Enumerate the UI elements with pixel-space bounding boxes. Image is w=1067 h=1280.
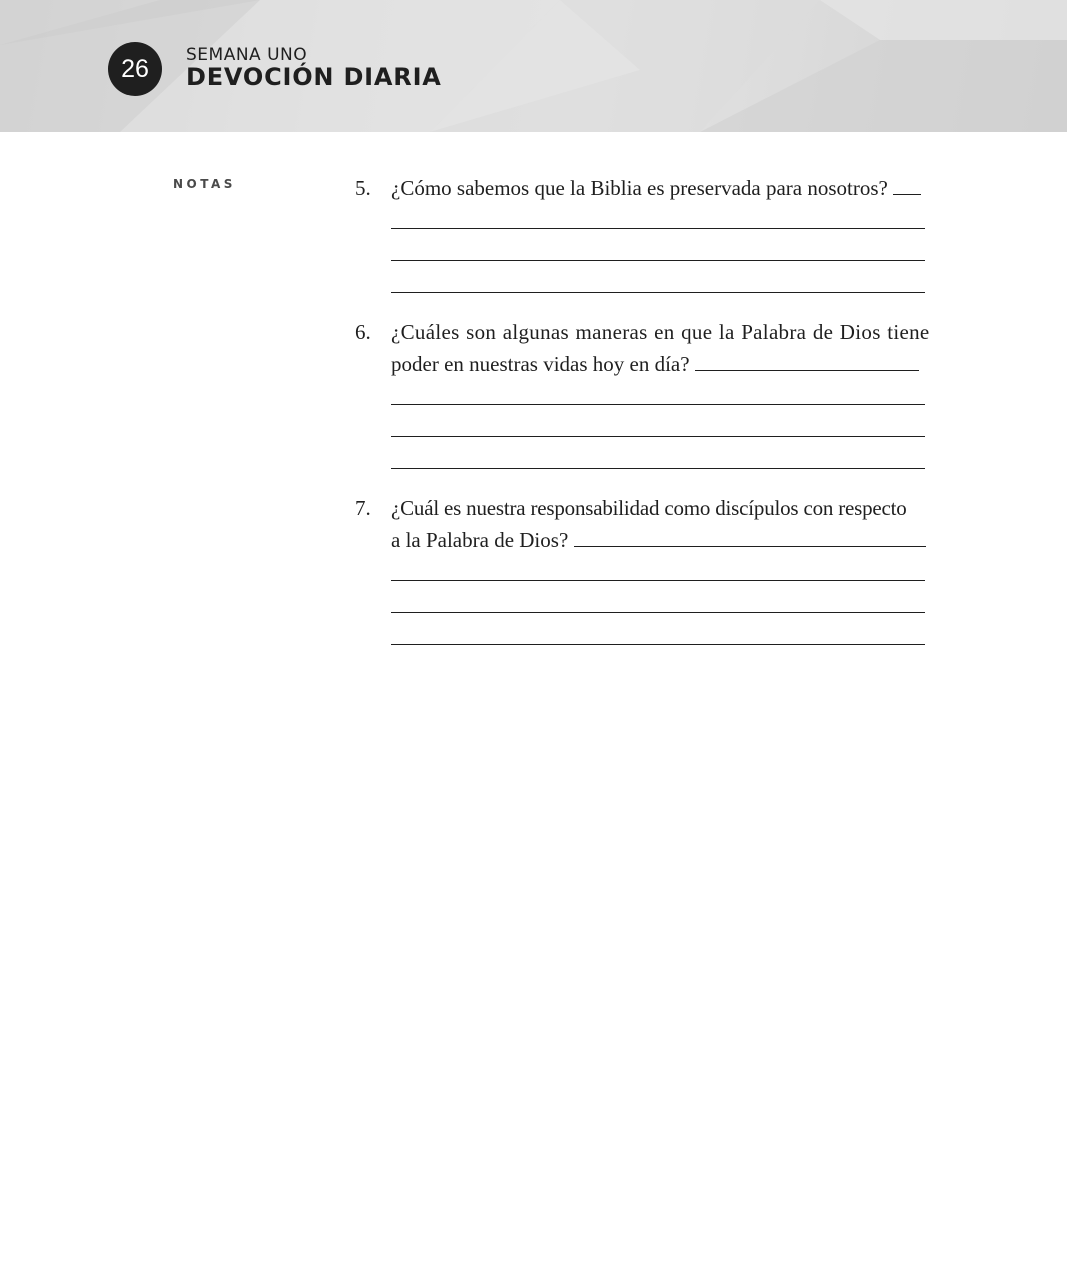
question-text [391,172,925,204]
answer-line [391,644,925,645]
question-6-line-2: poder en nuestras vidas hoy en día? [391,352,690,376]
answer-line [391,436,925,437]
answer-line [391,292,925,293]
question-number: 6. [355,320,371,344]
question-6-line-1: ¿Cuáles son algunas maneras en que la Palabra de Dios tiene [391,320,930,344]
answer-line [391,468,925,469]
question-7-line-2: a la Palabra de Dios? [391,528,569,552]
section-title: DEVOCIÓN DIARIA [186,63,442,91]
answer-line [391,612,925,613]
answer-line [391,228,925,229]
question-7-line-1: ¿Cuál es nuestra responsabilidad como discípulos con respecto [391,496,907,520]
question-text [391,348,925,380]
question-number: 7. [355,496,371,520]
section-kicker: SEMANA UNO [186,45,308,65]
answer-line [391,260,925,261]
question-text [391,524,925,556]
answer-blank [574,545,926,547]
question-number: 5. [355,176,371,200]
notes-label: NOTAS [173,177,236,191]
answer-blank [893,193,921,195]
page-number-badge: 26 [108,42,162,96]
answer-blank [695,369,919,371]
answer-line [391,404,925,405]
answer-line [391,580,925,581]
question-5-text: ¿Cómo sabemos que la Biblia es preservada para nosotros? [391,176,888,200]
